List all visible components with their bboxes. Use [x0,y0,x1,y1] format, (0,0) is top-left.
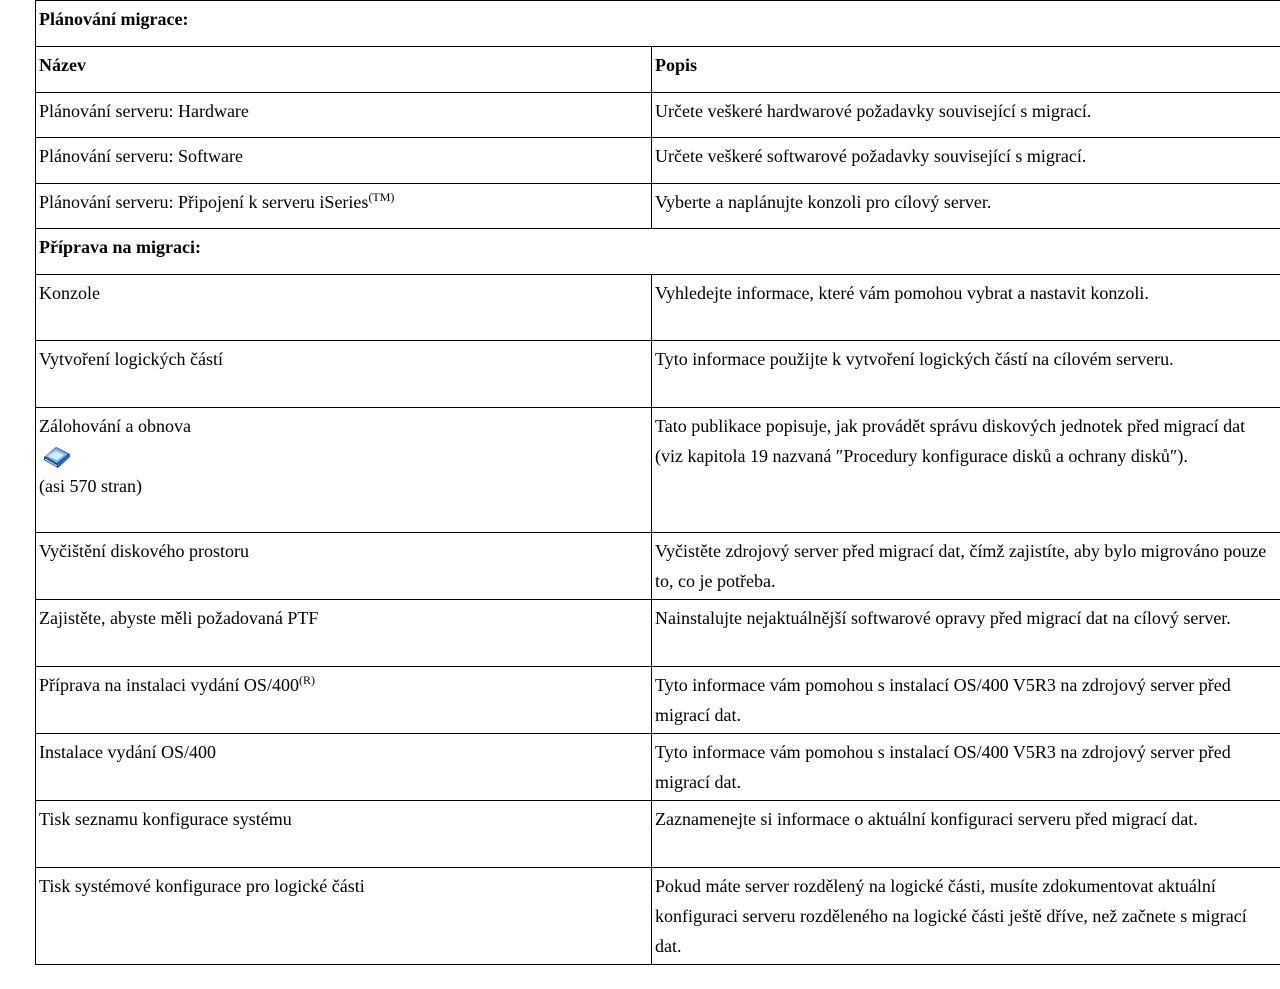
section-header-row [36,229,1280,275]
row-name-link[interactable]: Plánování serveru: Hardware [39,101,249,121]
table-row [36,533,1280,600]
table-row [36,93,1280,138]
row-name-link[interactable]: Plánování serveru: Software [39,146,243,166]
row-description-cell: Tyto informace vám pomohou s instalací OS/400 V5R3 na zdrojový server před migrací dat. [652,667,1280,734]
table-row [36,667,1280,734]
trademark-superscript: (R) [298,673,315,687]
row-description-cell: Nainstalujte nejaktuálnější softwarové opravy před migrací dat na cílový server. [652,600,1280,667]
table-row [36,734,1280,801]
row-description-cell: Vyčistěte zdrojový server před migrací dat, čímž zajistíte, aby bylo migrováno pouze to, co je potřeba. [652,533,1280,600]
row-name-cell[interactable] [36,275,652,341]
row-name-cell[interactable] [36,93,652,138]
row-name-link[interactable]: Vytvoření logických částí [39,349,223,369]
row-description-cell: Vyhledejte informace, které vám pomohou vybrat a nastavit konzoli. [652,275,1280,341]
trademark-superscript: (TM) [368,190,395,204]
row-description-cell: Pokud máte server rozdělený na logické části, musíte zdokumentovat aktuální konfiguraci serveru rozděleného na logické části ještě dříve, než začnete s migrací dat. [652,868,1280,965]
row-description-cell: Tyto informace vám pomohou s instalací OS/400 V5R3 na zdrojový server před migrací dat. [652,734,1280,801]
table-row [36,801,1280,868]
column-header-name: Název [36,47,652,93]
row-name-cell[interactable] [36,600,652,667]
row-name-cell[interactable] [36,341,652,408]
section-title-planning: Plánování migrace: [36,1,1280,47]
row-description-cell: Tyto informace použijte k vytvoření logických částí na cílovém serveru. [652,341,1280,408]
page-count-note: (asi 570 stran) [39,476,142,496]
table-row [36,868,1280,965]
row-description-cell: Tato publikace popisuje, jak provádět správu diskových jednotek před migrací dat (viz kapitola 19 nazvaná ″Procedury konfigurace disků a ochrany disků″). [652,408,1280,533]
row-name-link[interactable]: Zajistěte, abyste měli požadovaná PTF [39,608,319,628]
row-name-cell[interactable] [36,667,652,734]
section-title-preparation: Příprava na migraci: [36,229,1280,275]
row-name-link[interactable]: Vyčištění diskového prostoru [39,541,249,561]
row-description-cell: Určete veškeré hardwarové požadavky související s migrací. [652,93,1280,138]
table-row [36,408,1280,533]
table-row [36,341,1280,408]
row-description-cell: Vyberte a naplánujte konzoli pro cílový server. [652,184,1280,229]
row-name-cell[interactable] [36,533,652,600]
table-row [36,138,1280,184]
row-name-link[interactable]: Konzole [39,283,100,303]
row-name-cell[interactable] [36,868,652,965]
section-header-row [36,1,1280,47]
row-name-link[interactable]: Příprava na instalaci vydání OS/400 [39,675,299,695]
row-name-link[interactable]: Instalace vydání OS/400 [39,742,216,762]
row-name-link[interactable]: Tisk seznamu konfigurace systému [39,809,292,829]
table-row [36,184,1280,229]
book-icon[interactable] [42,443,72,469]
row-name-link[interactable]: Zálohování a obnova [39,416,191,436]
column-header-description: Popis [652,47,1280,93]
row-name-cell[interactable] [36,801,652,868]
column-header-row [36,47,1280,93]
row-name-cell[interactable] [36,138,652,184]
row-name-link[interactable]: Plánování serveru: Připojení k serveru iSeries [39,192,369,212]
row-name-cell[interactable] [36,408,652,533]
row-name-link[interactable]: Tisk systémové konfigurace pro logické části [39,876,365,896]
migration-table [35,0,1280,965]
row-description-cell: Zaznamenejte si informace o aktuální konfiguraci serveru před migrací dat. [652,801,1280,868]
row-name-cell[interactable] [36,734,652,801]
row-description-cell: Určete veškeré softwarové požadavky související s migrací. [652,138,1280,184]
row-name-cell[interactable] [36,184,652,229]
table-row [36,600,1280,667]
table-row [36,275,1280,341]
